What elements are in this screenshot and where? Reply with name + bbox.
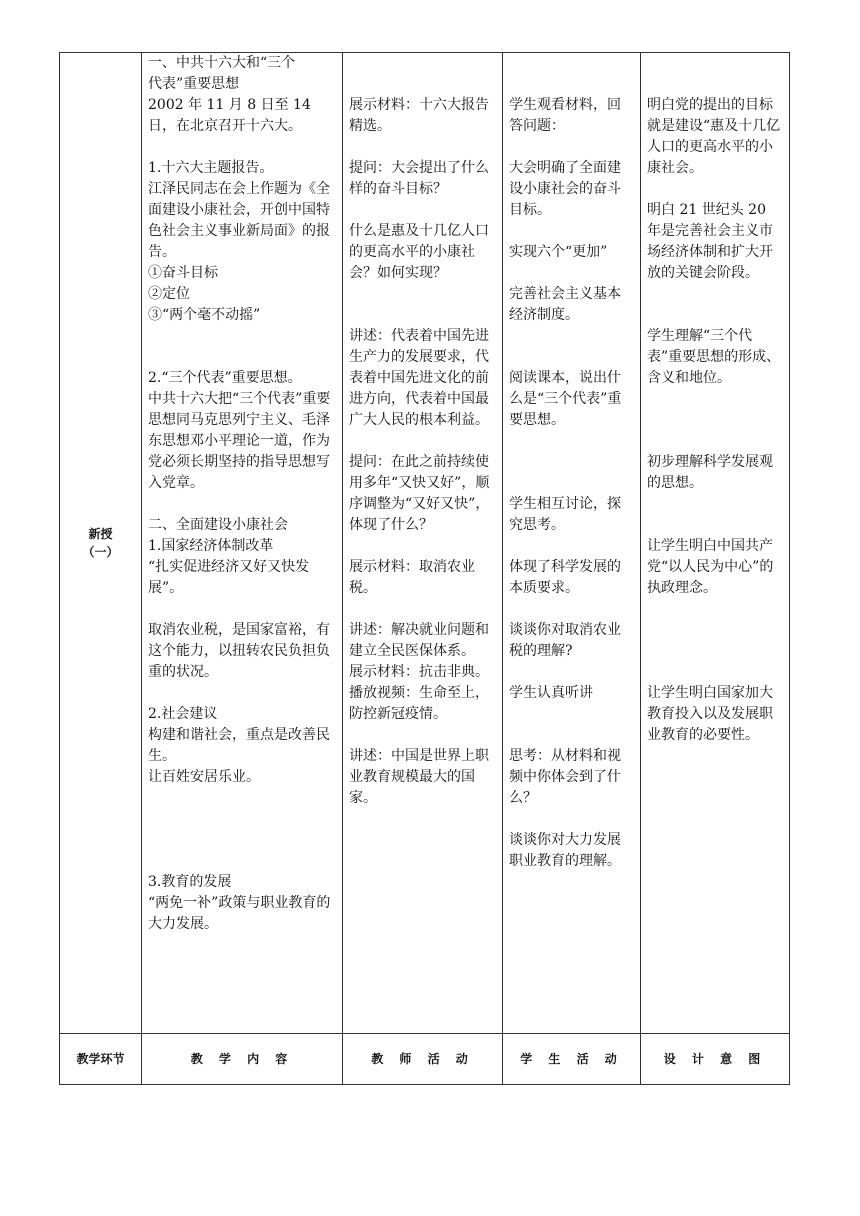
item-2-heading: 2.“三个代表”重要思想。: [148, 370, 302, 386]
section2-item-2-text-b: 让百姓安居乐业。: [148, 769, 260, 785]
teacher-activity-2: 提问：大会提出了什么样的奋斗目标？: [349, 160, 489, 197]
phase-label: 新授: [88, 527, 113, 541]
teacher-activity-9: 播放视频：生命至上，防控新冠疫情。: [349, 685, 489, 722]
design-intent-5: 让学生明白中国共产党“以人民为中心”的执政理念。: [647, 538, 774, 596]
section1-title-cont: 代表”重要思想: [148, 76, 240, 92]
design-intent-1: 明白党的提出的目标就是建设“惠及十几亿人口的更高水平的小康社会。: [647, 97, 781, 176]
item-1-point-a: ①奋斗目标: [148, 265, 218, 281]
student-activity-2: 大会明确了全面建设小康社会的奋斗目标。: [509, 160, 621, 218]
student-activity-9: 学生认真听讲: [509, 685, 593, 701]
section1-title: 一、中共十六大和“三个: [148, 55, 296, 71]
teacher-activity-4: 讲述：代表着中国先进生产力的发展要求，代表着中国先进文化的前进方向，代表着中国最广大人民的根本利益。: [349, 328, 489, 428]
table-row: [60, 53, 790, 1034]
item-1-text: 江泽民同志在会上作题为《全面建设小康社会，开创中国特色社会主义事业新局面》的报告。: [148, 181, 330, 260]
section2-title: 二、全面建设小康社会: [148, 517, 288, 533]
teacher-activity-10: 讲述：中国是世界上职业教育规模最大的国家。: [349, 748, 489, 806]
section2-item-2-heading: 2.社会建议: [148, 706, 218, 722]
section2-item-2-text: 构建和谐社会，重点是改善民生。: [148, 727, 330, 764]
design-intent-2: 明白 21 世纪头 20 年是完善社会主义市场经济体制和扩大开放的关键会阶段。: [647, 202, 773, 281]
phase-sublabel: （一）: [82, 545, 119, 559]
header-teacher: 教 师 活 动: [343, 1034, 503, 1085]
design-cell: [641, 53, 790, 1034]
header-content: 教 学 内 容: [142, 1034, 343, 1085]
student-activity-1: 学生观看材料，回答问题：: [509, 97, 621, 134]
teacher-activity-8: 展示材料：抗击非典。: [349, 664, 489, 680]
section2-item-1-text: “扎实促进经济又好又快发展”。: [148, 559, 310, 596]
section2-item-1-tax: 取消农业税，是国家富裕，有这个能力，以扭转农民负担负重的状况。: [148, 622, 330, 680]
item-2-text: 中共十六大把“三个代表”重要思想同马克思列宁主义、毛泽东思想邓小平理论一道，作为党必须长期坚持的指导思想写入党章。: [148, 391, 331, 491]
design-intent-4: 初步理解科学发展观的思想。: [647, 454, 773, 491]
table-header-row: [60, 1034, 790, 1085]
teacher-activity-6: 展示材料：取消农业税。: [349, 559, 475, 596]
teacher-cell: [343, 53, 503, 1034]
design-intent-6: 让学生明白国家加大教育投入以及发展职业教育的必要性。: [647, 685, 773, 743]
teacher-activity-7: 讲述：解决就业问题和建立全民医保体系。: [349, 622, 489, 659]
section2-item-3-text: “两免一补”政策与职业教育的大力发展。: [148, 895, 331, 932]
student-activity-7: 体现了科学发展的本质要求。: [509, 559, 621, 596]
teacher-activity-5: 提问：在此之前持续使用多年“又快又好”，顺序调整为“又好又快”，体现了什么？: [349, 454, 490, 533]
section2-item-1-heading: 1.国家经济体制改革: [148, 538, 274, 554]
student-activity-3: 实现六个“更加”: [509, 244, 608, 260]
item-1-heading: 1.十六大主题报告。: [148, 160, 274, 176]
student-activity-8: 谈谈你对取消农业税的理解?: [509, 622, 621, 659]
item-1-point-c: ③“两个毫不动摇”: [148, 307, 261, 323]
header-design: 设 计 意 图: [641, 1034, 790, 1085]
student-activity-4: 完善社会主义基本经济制度。: [509, 286, 621, 323]
student-activity-11: 谈谈你对大力发展职业教育的理解。: [509, 832, 621, 869]
header-phase: 教学环节: [60, 1034, 142, 1085]
student-activity-6: 学生相互讨论，探究思考。: [509, 496, 621, 533]
item-1-point-b: ②定位: [148, 286, 190, 302]
student-cell: [503, 53, 641, 1034]
design-intent-3: 学生理解“三个代表”重要思想的形成、含义和地位。: [647, 328, 781, 386]
lesson-plan-table: [59, 52, 790, 1085]
teacher-activity-1: 展示材料：十六大报告精选。: [349, 97, 489, 134]
phase-cell: [60, 53, 142, 1034]
section1-date: 2002 年 11 月 8 日至 14 日，在北京召开十六大。: [148, 97, 311, 134]
student-activity-10: 思考：从材料和视频中你体会到了什么？: [509, 748, 621, 806]
header-student: 学 生 活 动: [503, 1034, 641, 1085]
teacher-activity-3: 什么是惠及十几亿人口的更高水平的小康社会？如何实现？: [349, 223, 489, 281]
content-cell: [142, 53, 343, 1034]
student-activity-5: 阅读课本，说出什么是“三个代表”重要思想。: [509, 370, 622, 428]
section2-item-3-heading: 3.教育的发展: [148, 874, 232, 890]
